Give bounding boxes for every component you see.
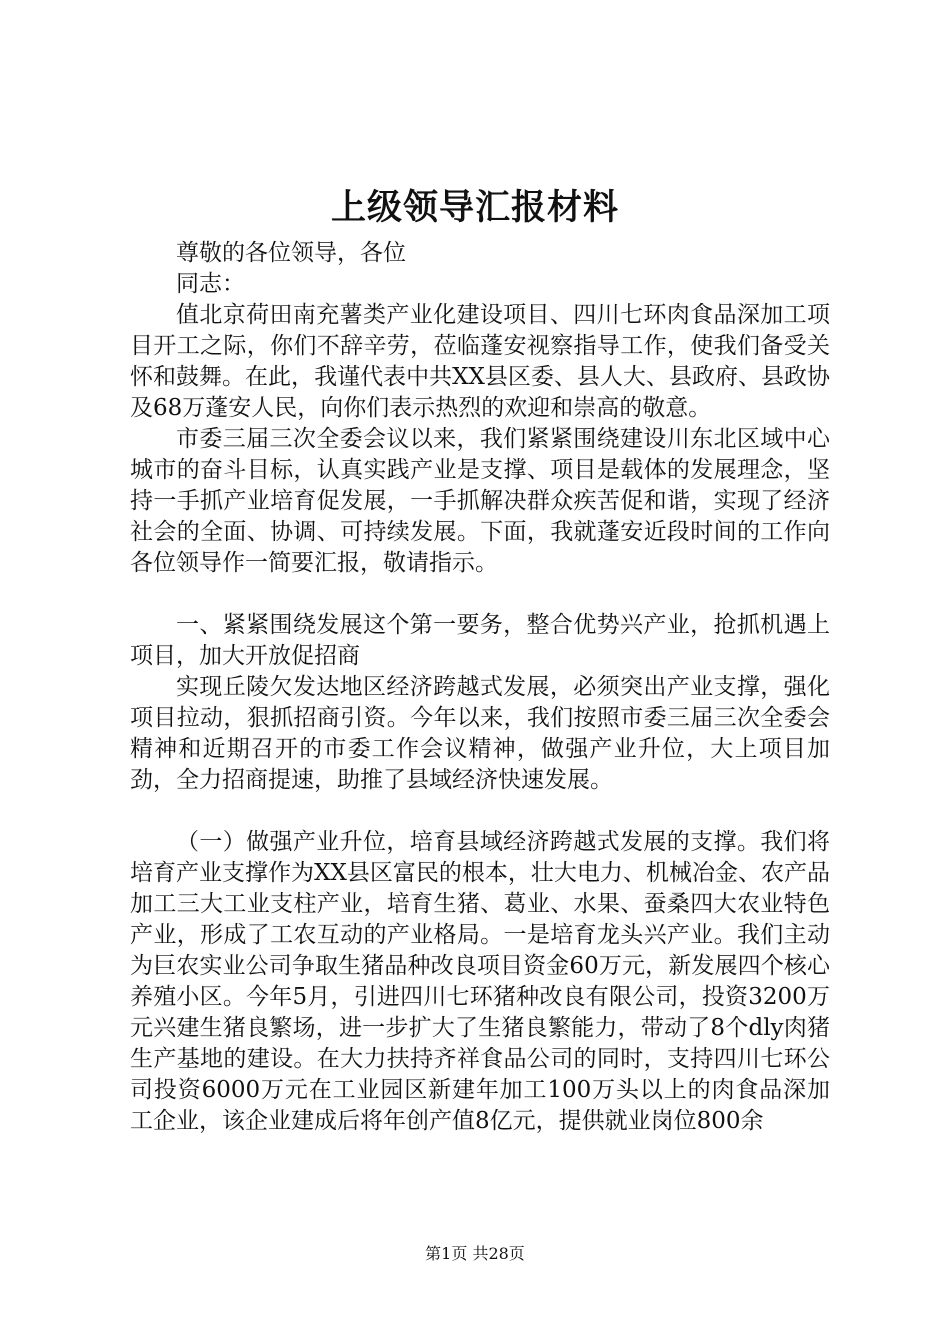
salutation-line-1: 尊敬的各位领导，各位 [176, 240, 406, 266]
paragraph-welcome: 值北京荷田南充薯类产业化建设项目、四川七环肉食品深加工项目开工之际，你们不辞辛劳，莅临蓬安视察指导工作，使我们备受关怀和鼓舞。在此，我谨代表中共XX县区委、县人大、县政府、县政协及68万蓬安人民，向你们表示热烈的欢迎和崇高的敬意。 [130, 302, 830, 421]
paragraph-subsection-1: （一）做强产业升位，培育县域经济跨越式发展的支撑。我们将培育产业支撑作为XX县区富民的根本，壮大电力、机械冶金、农产品加工三大工业支柱产业，培育生猪、葛业、水果、蚕桑四大农业特色产业，形成了工农互动的产业格局。一是培育龙头兴产业。我们主动为巨农实业公司争取生猪品种改良项目资金60万元，新发展四个核心养殖小区。今年5月，引进四川七环猪种改良有限公司，投资3200万元兴建生猪良繁场，进一步扩大了生猪良繁能力，带动了8个dly肉猪生产基地的建设。在大力扶持齐祥食品公司的同时，支持四川七环公司投资6000万元在工业园区新建年加工100万头以上的肉食品深加工企业，该企业建成后将年创产值8亿元，提供就业岗位800余 [130, 829, 830, 1134]
page-footer: 第1页 共28页 [425, 1244, 525, 1263]
document-title: 上级领导汇报材料 [330, 187, 619, 228]
section-heading-1: 一、紧紧围绕发展这个第一要务，整合优势兴产业，抢抓机遇上项目，加大开放促招商 [130, 612, 830, 669]
document-body [130, 238, 830, 1137]
paragraph-overview: 市委三届三次全委会议以来，我们紧紧围绕建设川东北区域中心城市的奋斗目标，认真实践产业是支撑、项目是载体的发展理念，坚持一手抓产业培育促发展，一手抓解决群众疾苦促和谐，实现了经济社会的全面、协调、可持续发展。下面，我就蓬安近段时间的工作向各位领导作一简要汇报，敬请指示。 [130, 426, 830, 576]
salutation-line-2: 同志： [176, 271, 245, 297]
paragraph-section-1: 实现丘陵欠发达地区经济跨越式发展，必须突出产业支撑，强化项目拉动，狠抓招商引资。今年以来，我们按照市委三届三次全委会精神和近期召开的市委工作会议精神，做强产业升位，大上项目加劲，全力招商提速，助推了县域经济快速发展。 [130, 674, 830, 793]
